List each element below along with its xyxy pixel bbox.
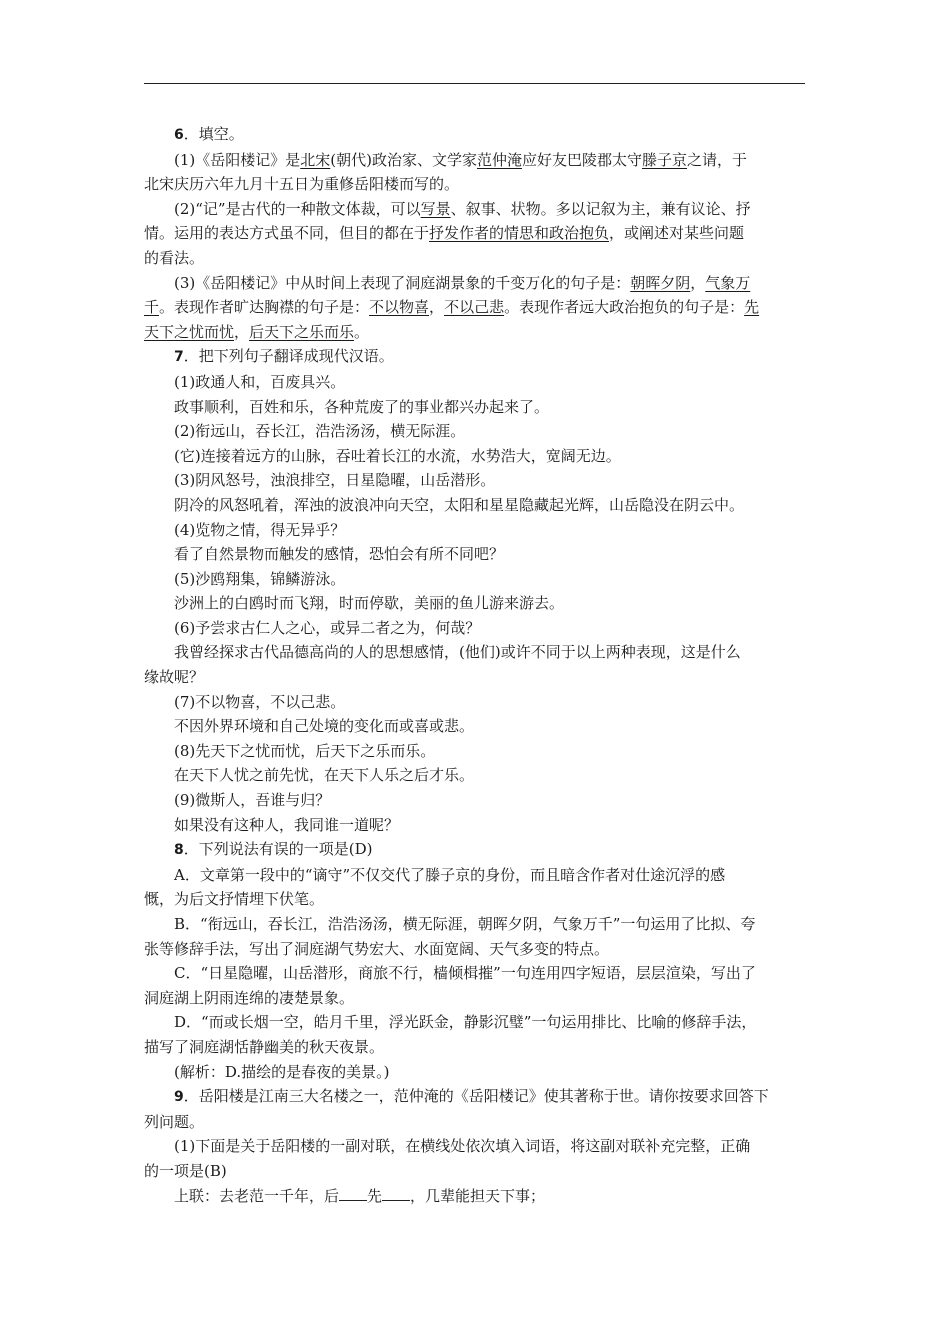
header-rule [144,83,805,84]
q7-line: (4)览物之情，得无异乎？ [174,520,346,539]
answer-underline: 不以己悲 [444,298,505,317]
q8-option-c-cont: 洞庭湖上阴雨连绵的凄楚景象。 [144,988,355,1007]
answer-underline: 抒发作者的情思和政治抱负 [429,224,610,243]
q7-line: 在天下人忧之前先忧，在天下人乐之后才乐。 [174,766,475,785]
document-body [144,122,808,1208]
q6-part2-line2: 情。运用的表达方式虽不同，但目的都在于抒发作者的情思和政治抱负，或阐述对某些问题 [144,224,745,243]
question-9-title-cont: 列问题。 [144,1112,205,1131]
answer-underline: 天下之忧而忧 [144,322,235,341]
answer-underline: 千 [144,298,160,317]
answer-underline: 朝晖夕阴 [630,273,691,292]
fill-blank [339,1186,367,1201]
q7-line: (5)沙鸥翔集，锦鳞游泳。 [174,569,346,588]
q7-line: (6)予尝求古仁人之心，或异二者之为，何哉？ [174,618,481,637]
answer-underline: 不以物喜 [369,298,430,317]
q7-line: (1)政通人和，百废具兴。 [174,372,346,391]
q6-part3-line3: 天下之忧而忧，后天下之乐而乐。 [144,322,370,341]
answer-underline: 北宋 [300,150,331,169]
q8-option-d: D．“而或长烟一空，皓月千里，浮光跃金，静影沉璧”一句运用排比、比喻的修辞手法， [174,1013,757,1032]
q7-line: 阴冷的风怒吼着，浑浊的波浪冲向天空，太阳和星星隐藏起光辉，山岳隐没在阴云中。 [174,495,745,514]
q7-line: 不因外界环境和自己处境的变化而或喜或悲。 [174,717,475,736]
q7-line: 政事顺利，百姓和乐，各种荒废了的事业都兴办起来了。 [174,397,550,416]
q8-option-a-cont: 慨，为后文抒情埋下伏笔。 [144,890,325,909]
q6-part2-line3: 的看法。 [144,248,205,267]
q7-line: 我曾经探求古代品德高尚的人的思想感情，(他们)或许不同于以上两种表现，这是什么 [174,643,741,662]
answer-underline: 写景 [420,199,451,218]
fill-blank [382,1186,410,1201]
q7-line: (2)衔远山，吞长江，浩浩汤汤，横无际涯。 [174,422,466,441]
q8-option-b-cont: 张等修辞手法，写出了洞庭湖气势宏大、水面宽阔、天气多变的特点。 [144,939,610,958]
q8-option-d-cont: 描写了洞庭湖恬静幽美的秋天夜景。 [144,1037,385,1056]
answer-underline: 后天下之乐而乐 [249,322,355,341]
q7-line: 沙洲上的白鸥时而飞翔，时而停歇，美丽的鱼儿游来游去。 [174,594,565,613]
q6-part1-line2: 北宋庆历六年九月十五日为重修岳阳楼而写的。 [144,175,460,194]
q8-option-a: A．文章第一段中的“谪守”不仅交代了滕子京的身份，而且暗含作者对仕途沉浮的感 [174,865,726,884]
q6-part3-line1: (3)《岳阳楼记》中从时间上表现了洞庭湖景象的千变万化的句子是：朝晖夕阴，气象万 [174,273,751,292]
q6-part1-line1: (1)《岳阳楼记》是北宋(朝代)政治家、文学家范仲淹应好友巴陵郡太守滕子京之请，于 [174,150,748,169]
q6-part3-line2: 千。表现作者旷达胸襟的句子是：不以物喜，不以己悲。表现作者远大政治抱负的句子是：先 [144,298,760,317]
q7-line: (7)不以物喜，不以己悲。 [174,692,346,711]
question-7-title: 7．把下列句子翻译成现代汉语。 [174,347,394,366]
answer-underline: 先 [744,298,760,317]
q7-line: 缘故呢？ [144,668,205,687]
q8-analysis: (解析：D.描绘的是春夜的美景。) [174,1062,390,1081]
q7-line: (它)连接着远方的山脉，吞吐着长江的水流，水势浩大，宽阔无边。 [174,446,621,465]
q7-line: 如果没有这种人，我同谁一道呢？ [174,815,400,834]
q9-couplet-upper: 上联：去老范一千年，后 先 ，几辈能担天下事； [174,1186,546,1205]
q9-part1-line2: 的一项是(B) [144,1161,227,1180]
q7-line: (9)微斯人，吾谁与归？ [174,791,331,810]
q6-part2-line1: (2)“记”是古代的一种散文体裁，可以写景、叙事、状物。多以记叙为主，兼有议论、抒 [174,199,751,218]
answer-underline: 范仲淹 [476,150,522,169]
question-6-title: 6．填空。 [174,125,244,143]
answer-underline: 气象万 [705,273,751,292]
q7-line: 看了自然景物而触发的感情，恐怕会有所不同吧？ [174,545,505,564]
q7-line: (3)阴风怒号，浊浪排空，日星隐曜，山岳潜形。 [174,471,496,490]
q8-option-b: B．“衔远山，吞长江，浩浩汤汤，横无际涯，朝晖夕阴，气象万千”一句运用了比拟、夸 [174,915,756,933]
question-9-title: 9．岳阳楼是江南三大名楼之一，范仲淹的《岳阳楼记》使其著称于世。请你按要求回答下 [174,1087,769,1106]
q9-part1-line1: (1)下面是关于岳阳楼的一副对联，在横线处依次填入词语，将这副对联补充完整，正确 [174,1137,751,1156]
q8-option-c: C．“日星隐曜，山岳潜形，商旅不行，樯倾楫摧”一句连用四字短语，层层渲染，写出了 [174,964,756,983]
question-8-title: 8．下列说法有误的一项是(D) [174,840,373,859]
q7-line: (8)先天下之忧而忧，后天下之乐而乐。 [174,741,436,760]
answer-underline: 滕子京 [642,150,688,169]
